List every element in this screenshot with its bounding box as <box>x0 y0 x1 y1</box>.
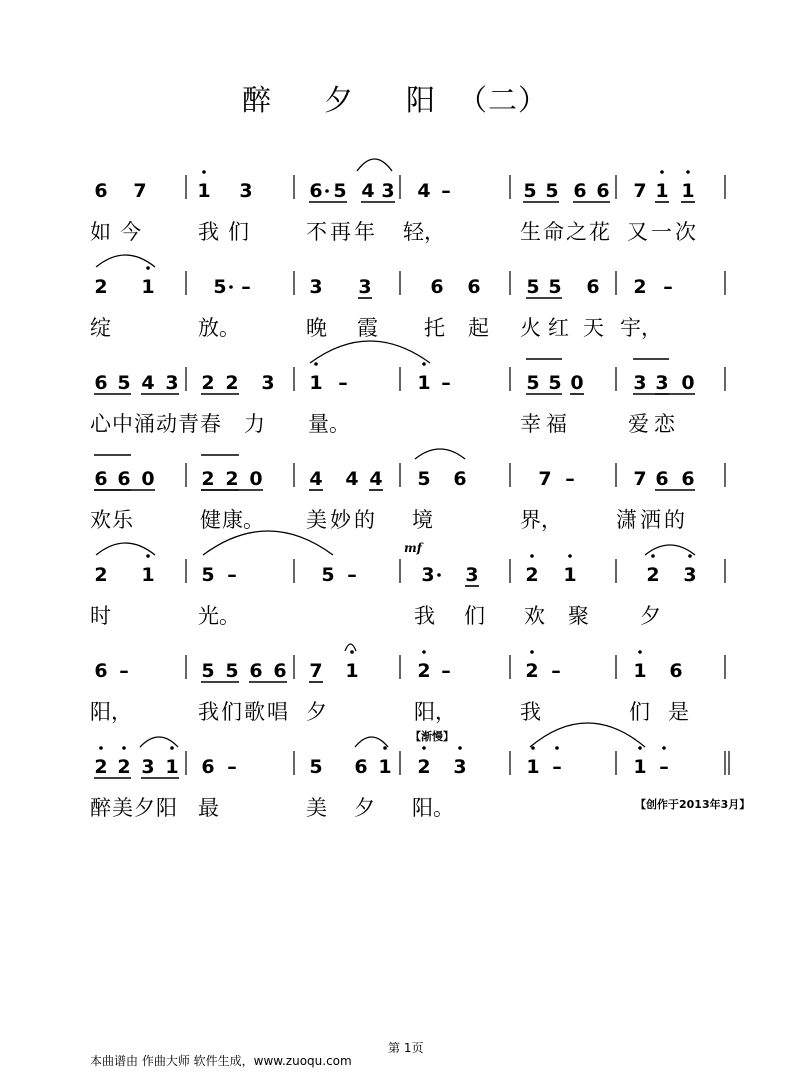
note: 4 <box>361 180 375 202</box>
lyric-char: 又 <box>627 220 648 244</box>
octave-dot <box>383 746 387 750</box>
note: – <box>241 276 251 298</box>
lyric-char: 宇， <box>620 316 662 340</box>
note: 5 <box>526 276 540 298</box>
note: 5 <box>117 372 131 394</box>
note: 5 <box>201 564 215 586</box>
note: 3 <box>381 180 395 202</box>
lyric-char: 命 <box>543 220 564 244</box>
octave-dot <box>531 746 535 750</box>
lyric-char: 花 <box>589 220 610 244</box>
lyric-char: 恋 <box>654 412 675 436</box>
tie-slur <box>96 255 155 267</box>
note: 2 <box>417 660 431 682</box>
octave-dot <box>202 170 206 174</box>
lyric-char: 放。 <box>198 316 240 340</box>
lyric-char: 托 <box>424 316 445 340</box>
octave-dot <box>350 650 354 654</box>
note: 3 <box>633 372 647 394</box>
note: 1 <box>345 660 359 682</box>
note: 6 <box>573 180 587 202</box>
tie-slur <box>96 543 155 555</box>
lyric-char: 次 <box>675 220 696 244</box>
lyric-char: 阳， <box>414 700 456 724</box>
note: 4 <box>345 468 359 490</box>
lyric-char: 美 <box>306 796 327 820</box>
tie-slur <box>415 449 465 459</box>
tie-slur <box>345 644 356 651</box>
lyric-char: 夕 <box>640 604 661 628</box>
tie-slur <box>357 159 392 171</box>
note: 1 <box>655 180 669 202</box>
note: – <box>663 276 673 298</box>
lyric-char: 美 <box>112 796 133 820</box>
note: 1 <box>309 372 323 394</box>
tie-slur <box>140 737 178 747</box>
note: 2 <box>646 564 660 586</box>
lyric-char: 康。 <box>222 508 264 532</box>
note: 7 <box>309 660 323 682</box>
note: 1 <box>563 564 577 586</box>
lyric-char: 夕 <box>306 700 327 724</box>
lyric-char: 美 <box>306 508 327 532</box>
note: 6 <box>94 660 108 682</box>
note: 7 <box>538 468 552 490</box>
tie-slur <box>310 341 430 363</box>
octave-dot <box>314 362 318 366</box>
lyric-char: 们 <box>221 700 242 724</box>
note: 3 <box>453 756 467 778</box>
octave-dot <box>651 554 655 558</box>
dynamic-mark: mf <box>404 541 422 555</box>
note: 5 <box>417 468 431 490</box>
note: 2 <box>117 756 131 778</box>
note: – <box>338 372 348 394</box>
lyric-char: 中 <box>112 412 133 436</box>
note: 3 <box>309 276 323 298</box>
note: – <box>565 468 575 490</box>
lyric-char: 轻， <box>403 220 445 244</box>
note: 2 <box>525 564 539 586</box>
note: 5 <box>545 180 559 202</box>
note: 5 <box>201 660 215 682</box>
octave-dot <box>122 746 126 750</box>
octave-dot <box>422 746 426 750</box>
composed-note: 【创作于2013年3月】 <box>635 798 751 811</box>
lyric-char: 晚 <box>306 316 327 340</box>
lyric-char: 妙 <box>330 508 351 532</box>
lyric-char: 时 <box>90 604 111 628</box>
note: 6 <box>453 468 467 490</box>
lyric-char: 我 <box>198 700 219 724</box>
lyric-char: 夕 <box>354 796 375 820</box>
tie-slur <box>645 545 695 555</box>
lyric-char: 是 <box>668 700 689 724</box>
note: 7 <box>633 180 647 202</box>
note: – <box>227 756 237 778</box>
note: 3 <box>465 564 479 586</box>
lyric-char: 力 <box>244 412 265 436</box>
lyric-char: 青 <box>178 412 199 436</box>
octave-dot <box>530 554 534 558</box>
lyric-char: 起 <box>468 316 489 340</box>
note: 5 <box>333 180 347 202</box>
lyric-char: 不 <box>306 220 327 244</box>
lyric-char: 春 <box>200 412 221 436</box>
note: 6 <box>354 756 368 778</box>
lyric-char: 量。 <box>308 412 350 436</box>
note: 6 <box>94 180 108 202</box>
note: 6 <box>430 276 444 298</box>
note: 3 <box>261 372 275 394</box>
note: 2 <box>94 276 108 298</box>
note: 1 <box>417 372 431 394</box>
lyric-char: 火 <box>520 316 541 340</box>
lyric-char: 生 <box>520 220 541 244</box>
lyric-char: 欢 <box>90 508 111 532</box>
note: 0 <box>570 372 584 394</box>
octave-dot <box>146 554 150 558</box>
octave-dot <box>422 362 426 366</box>
octave-dot <box>146 266 150 270</box>
lyric-char: 涌 <box>134 412 155 436</box>
octave-dot <box>660 170 664 174</box>
note: – <box>119 660 129 682</box>
note: 2 <box>94 756 108 778</box>
note: 2 <box>225 468 239 490</box>
octave-dot <box>458 746 462 750</box>
lyric-char: 健 <box>200 508 221 532</box>
note: 5 <box>526 372 540 394</box>
augmentation-dot <box>437 573 441 577</box>
note: 3 <box>421 564 435 586</box>
note: 7 <box>633 468 647 490</box>
note: 6 <box>94 468 108 490</box>
note: 5 <box>225 660 239 682</box>
lyric-char: 天 <box>583 316 604 340</box>
note: 6 <box>273 660 287 682</box>
note: 6 <box>309 180 323 202</box>
note: 2 <box>94 564 108 586</box>
lyric-char: 唱 <box>267 700 288 724</box>
lyric-char: 我 <box>520 700 541 724</box>
note: 1 <box>197 180 211 202</box>
tie-slur <box>530 723 645 747</box>
note: 1 <box>526 756 540 778</box>
lyric-char: 们 <box>228 220 249 244</box>
octave-dot <box>530 650 534 654</box>
lyric-char: 乐 <box>112 508 133 532</box>
note: 2 <box>633 276 647 298</box>
note: 5 <box>548 276 562 298</box>
note: 1 <box>633 660 647 682</box>
note: 3 <box>358 276 372 298</box>
note: 4 <box>369 468 383 490</box>
octave-dot <box>638 650 642 654</box>
octave-dot <box>638 746 642 750</box>
title-char-1: 醉 <box>241 83 272 117</box>
note: 5 <box>321 564 335 586</box>
octave-dot <box>170 746 174 750</box>
lyric-char: 光。 <box>198 604 240 628</box>
lyric-char: 霞 <box>357 316 378 340</box>
note: 3 <box>655 372 669 394</box>
lyric-char: 爱 <box>628 412 649 436</box>
note: 5 <box>309 756 323 778</box>
lyric-char: 我 <box>198 220 219 244</box>
octave-dot <box>555 746 559 750</box>
note: 3 <box>141 756 155 778</box>
note: – <box>659 756 669 778</box>
octave-dot <box>99 746 103 750</box>
note: 6 <box>94 372 108 394</box>
lyric-char: 如 <box>90 220 111 244</box>
lyric-char: 的 <box>354 508 375 532</box>
lyric-char: 欢 <box>524 604 545 628</box>
lyric-char: 动 <box>156 412 177 436</box>
octave-dot <box>686 170 690 174</box>
lyric-char: 夕 <box>134 796 155 820</box>
note: 2 <box>525 660 539 682</box>
note: 0 <box>249 468 263 490</box>
note: 0 <box>681 372 695 394</box>
lyric-char: 之 <box>566 220 587 244</box>
note: 5 <box>548 372 562 394</box>
note: 4 <box>417 180 431 202</box>
note: 2 <box>225 372 239 394</box>
note: – <box>552 756 562 778</box>
note: – <box>227 564 237 586</box>
note: 1 <box>165 756 179 778</box>
note: 6 <box>117 468 131 490</box>
title-suffix: （二） <box>458 83 549 117</box>
note: – <box>441 372 451 394</box>
lyric-char: 我 <box>414 604 435 628</box>
note: 6 <box>586 276 600 298</box>
note: 2 <box>417 756 431 778</box>
lyric-char: 福 <box>546 412 567 436</box>
note: 7 <box>133 180 147 202</box>
footer-credit: 本曲谱由 作曲大师 软件生成，www.zuoqu.com <box>90 1054 352 1068</box>
note: 6 <box>201 756 215 778</box>
note: 6 <box>467 276 481 298</box>
note: 5 <box>213 276 227 298</box>
note: – <box>347 564 357 586</box>
augmentation-dot <box>229 285 233 289</box>
octave-dot <box>688 554 692 558</box>
augmentation-dot <box>325 189 329 193</box>
note: – <box>441 660 451 682</box>
lyric-char: 阳。 <box>412 796 454 820</box>
lyric-char: 的 <box>664 508 685 532</box>
note: 6 <box>249 660 263 682</box>
lyric-char: 们 <box>629 700 650 724</box>
note: 6 <box>655 468 669 490</box>
lyric-char: 洒 <box>640 508 661 532</box>
lyric-char: 最 <box>198 796 219 820</box>
tie-slur <box>203 531 333 555</box>
lyric-char: 再 <box>330 220 351 244</box>
note: 1 <box>633 756 647 778</box>
lyric-char: 今 <box>120 220 141 244</box>
note: 1 <box>141 564 155 586</box>
note: 1 <box>681 180 695 202</box>
tempo-mark: 【渐慢】 <box>410 730 454 743</box>
note: 0 <box>141 468 155 490</box>
octave-dot <box>662 746 666 750</box>
lyric-char: 聚 <box>568 604 589 628</box>
title-char-3: 阳 <box>406 83 437 117</box>
lyric-char: 阳 <box>156 796 177 820</box>
lyric-char: 境 <box>412 508 433 532</box>
note: 5 <box>523 180 537 202</box>
lyric-char: 们 <box>464 604 485 628</box>
lyric-char: 红 <box>548 316 569 340</box>
lyric-char: 心 <box>90 412 111 436</box>
lyric-char: 一 <box>651 220 672 244</box>
note: 1 <box>141 276 155 298</box>
lyric-char: 歌 <box>244 700 265 724</box>
note: 2 <box>201 372 215 394</box>
lyric-char: 潇 <box>616 508 637 532</box>
lyric-char: 阳， <box>90 700 132 724</box>
lyric-char: 年 <box>354 220 375 244</box>
note: – <box>441 180 451 202</box>
lyric-char: 幸 <box>520 412 541 436</box>
note: 3 <box>165 372 179 394</box>
note: 4 <box>309 468 323 490</box>
title-char-2: 夕 <box>323 83 354 117</box>
note: 6 <box>681 468 695 490</box>
note: 3 <box>683 564 697 586</box>
note: – <box>551 660 561 682</box>
note: 3 <box>239 180 253 202</box>
lyric-char: 界， <box>520 508 562 532</box>
note: 1 <box>378 756 392 778</box>
note: 6 <box>669 660 683 682</box>
lyric-char: 醉 <box>90 796 111 820</box>
note: 2 <box>201 468 215 490</box>
note: 4 <box>141 372 155 394</box>
note: 6 <box>596 180 610 202</box>
page-number: 第 1页 <box>388 1041 424 1055</box>
lyric-char: 绽 <box>90 316 111 340</box>
octave-dot <box>422 650 426 654</box>
octave-dot <box>568 554 572 558</box>
tie-slur <box>355 737 388 747</box>
